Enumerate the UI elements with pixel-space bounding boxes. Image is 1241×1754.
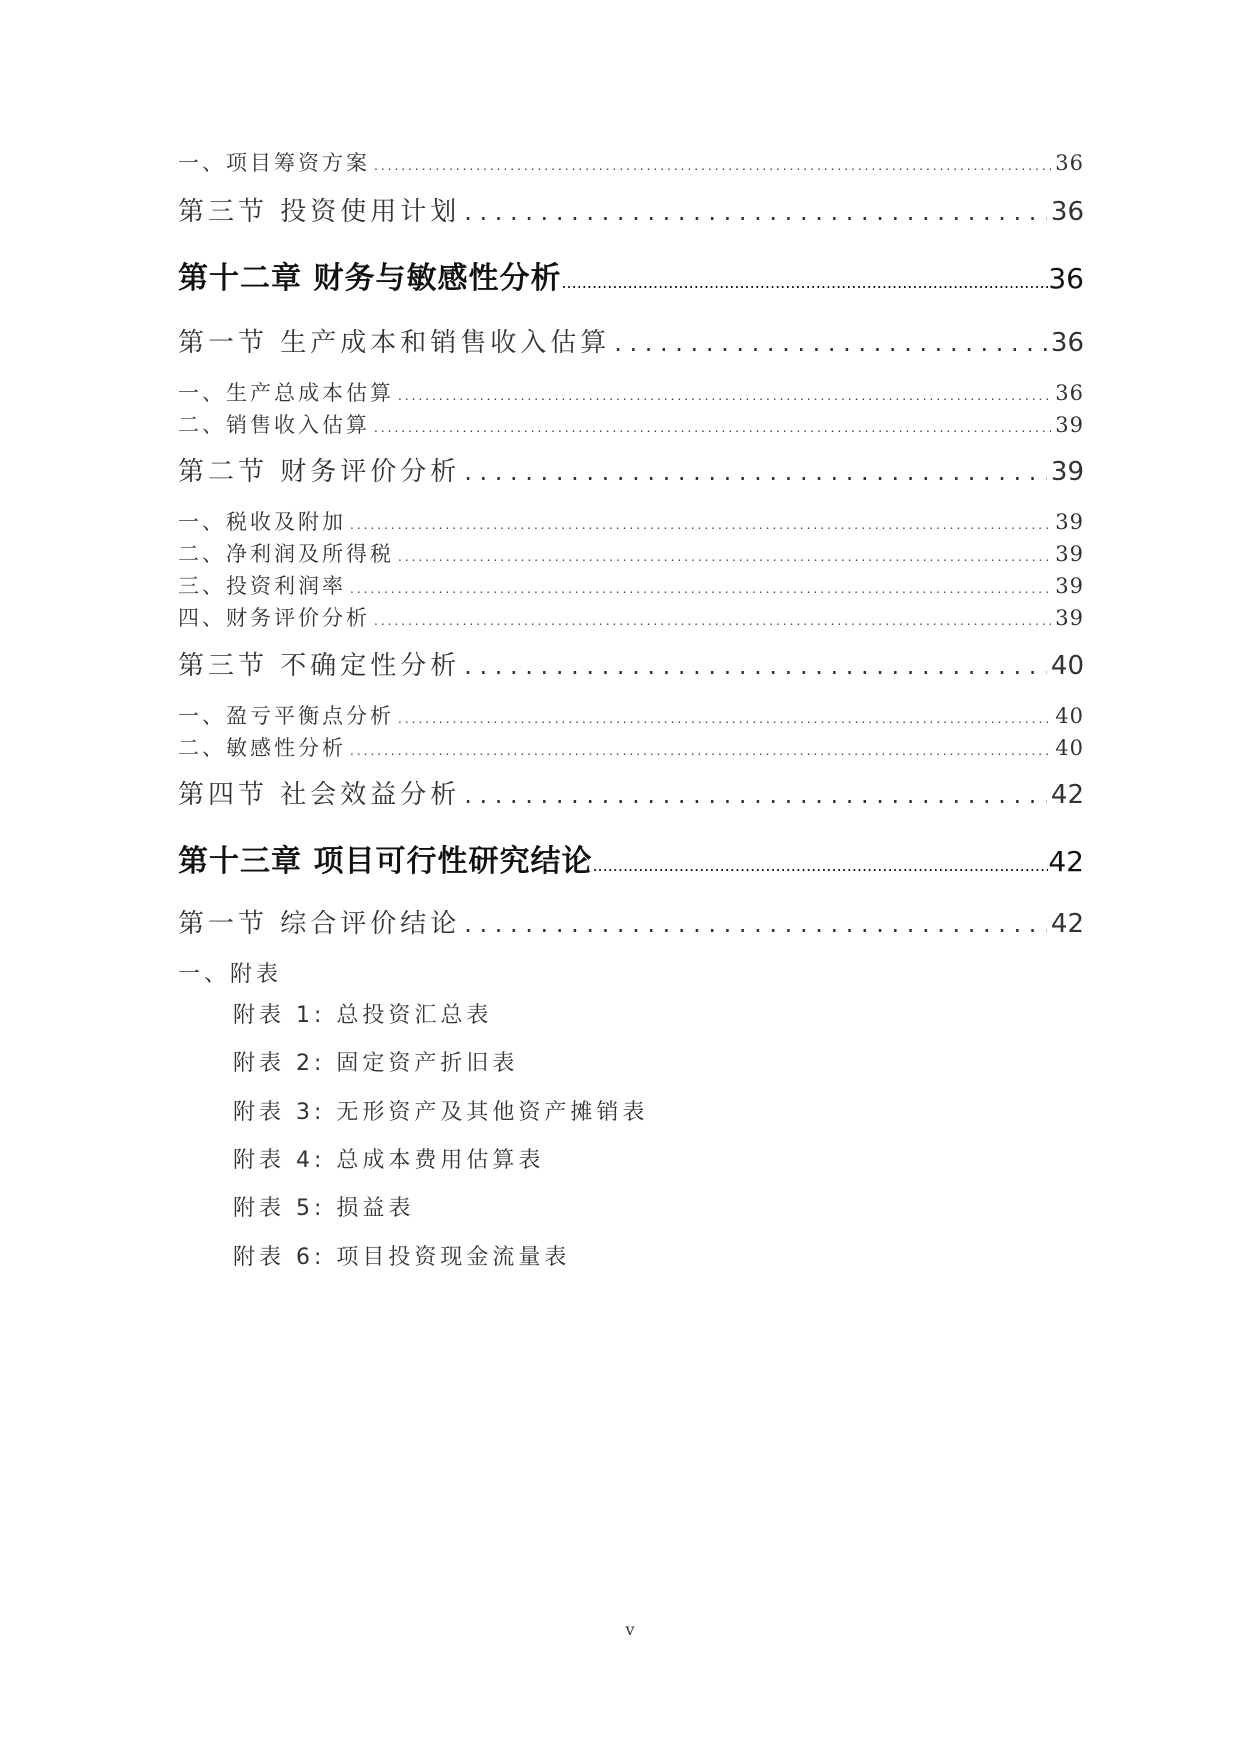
toc-entry-label: 第十二章 财务与敏感性分析 (178, 261, 562, 296)
toc-entry[interactable] (178, 645, 1084, 682)
toc-entry-label: 二、敏感性分析 (178, 736, 346, 760)
dot-leader (350, 744, 1051, 758)
toc-entry[interactable] (178, 903, 1084, 940)
toc-entry-page: 36 (1055, 151, 1084, 175)
toc-entry[interactable] (178, 700, 1084, 730)
dot-leader (464, 458, 1047, 486)
toc-entry-page: 36 (1055, 381, 1084, 405)
toc-entry-label: 第十三章 项目可行性研究结论 (178, 844, 593, 879)
toc-entry-label: 第一节 综合评价结论 (178, 909, 461, 939)
toc-entry-page: 39 (1055, 574, 1084, 598)
toc-entry-page: 40 (1055, 736, 1084, 760)
toc-entry-label: 一、税收及附加 (178, 510, 346, 534)
toc-entry[interactable] (178, 570, 1084, 600)
dot-leader (592, 856, 1048, 875)
dot-leader (464, 652, 1047, 680)
toc-entry-page: 42 (1050, 909, 1084, 939)
toc-entry-page: 36 (1050, 197, 1084, 227)
toc-entry-label: 三、投资利润率 (178, 574, 346, 598)
appendix-heading: 一、附表 (178, 962, 283, 987)
toc-entry-page: 39 (1055, 510, 1084, 534)
toc-entry-page: 39 (1050, 457, 1084, 487)
toc-entry-label: 第二节 财务评价分析 (178, 457, 461, 487)
toc-entry[interactable] (178, 322, 1084, 359)
toc-entry[interactable] (178, 147, 1084, 177)
dot-leader (374, 159, 1051, 173)
toc-entry-label: 四、财务评价分析 (178, 606, 370, 630)
toc-entry-label: 第三节 不确定性分析 (178, 651, 461, 681)
dot-leader (350, 582, 1051, 596)
dot-leader (374, 614, 1051, 628)
toc-entry[interactable] (178, 732, 1084, 762)
toc-entry-page: 36 (1048, 262, 1084, 295)
dot-leader (464, 198, 1047, 226)
dot-leader (398, 712, 1051, 726)
toc-entry-label: 二、销售收入估算 (178, 413, 370, 437)
toc-entry-page: 36 (1050, 328, 1084, 358)
dot-leader (464, 781, 1047, 809)
appendix-item[interactable]: 附表 1: 总投资汇总表 (233, 1003, 493, 1028)
toc-entry[interactable] (178, 377, 1084, 407)
toc-entry-label: 一、盈亏平衡点分析 (178, 704, 394, 728)
dot-leader (398, 389, 1051, 403)
dot-leader (464, 910, 1047, 938)
toc-entry[interactable] (178, 506, 1084, 536)
toc-entry-label: 第三节 投资使用计划 (178, 197, 461, 227)
appendix-item[interactable]: 附表 5: 损益表 (233, 1196, 415, 1221)
dot-leader (374, 421, 1051, 435)
toc-entry[interactable] (178, 836, 1084, 880)
toc-entry[interactable] (178, 602, 1084, 632)
dot-leader (398, 550, 1051, 564)
dot-leader (350, 518, 1051, 532)
toc-entry[interactable] (178, 409, 1084, 439)
appendix-item[interactable]: 附表 3: 无形资产及其他资产摊销表 (233, 1100, 649, 1125)
toc-entry-label: 一、项目筹资方案 (178, 151, 370, 175)
toc-entry[interactable] (178, 191, 1084, 228)
dot-leader (561, 273, 1048, 292)
toc-entry-page: 42 (1048, 845, 1084, 878)
toc-entry-page: 39 (1055, 542, 1084, 566)
toc-entry[interactable] (178, 451, 1084, 488)
toc-entry[interactable] (178, 774, 1084, 811)
toc-entry-page: 42 (1050, 780, 1084, 810)
toc-entry-page: 40 (1050, 651, 1084, 681)
toc-entry[interactable] (178, 538, 1084, 568)
appendix-item[interactable]: 附表 4: 总成本费用估算表 (233, 1148, 545, 1173)
toc-entry-page: 39 (1055, 413, 1084, 437)
toc-entry-page: 39 (1055, 606, 1084, 630)
toc-entry[interactable] (178, 253, 1084, 297)
toc-entry-label: 二、净利润及所得税 (178, 542, 394, 566)
toc-entry-label: 一、生产总成本估算 (178, 381, 394, 405)
appendix-item[interactable]: 附表 6: 项目投资现金流量表 (233, 1245, 571, 1270)
toc-entry-label: 第四节 社会效益分析 (178, 780, 461, 810)
page-number: v (625, 1620, 635, 1639)
toc-entry-page: 40 (1055, 704, 1084, 728)
appendix-item[interactable]: 附表 2: 固定资产折旧表 (233, 1051, 519, 1076)
dot-leader (614, 329, 1047, 357)
toc-entry-label: 第一节 生产成本和销售收入估算 (178, 328, 611, 358)
